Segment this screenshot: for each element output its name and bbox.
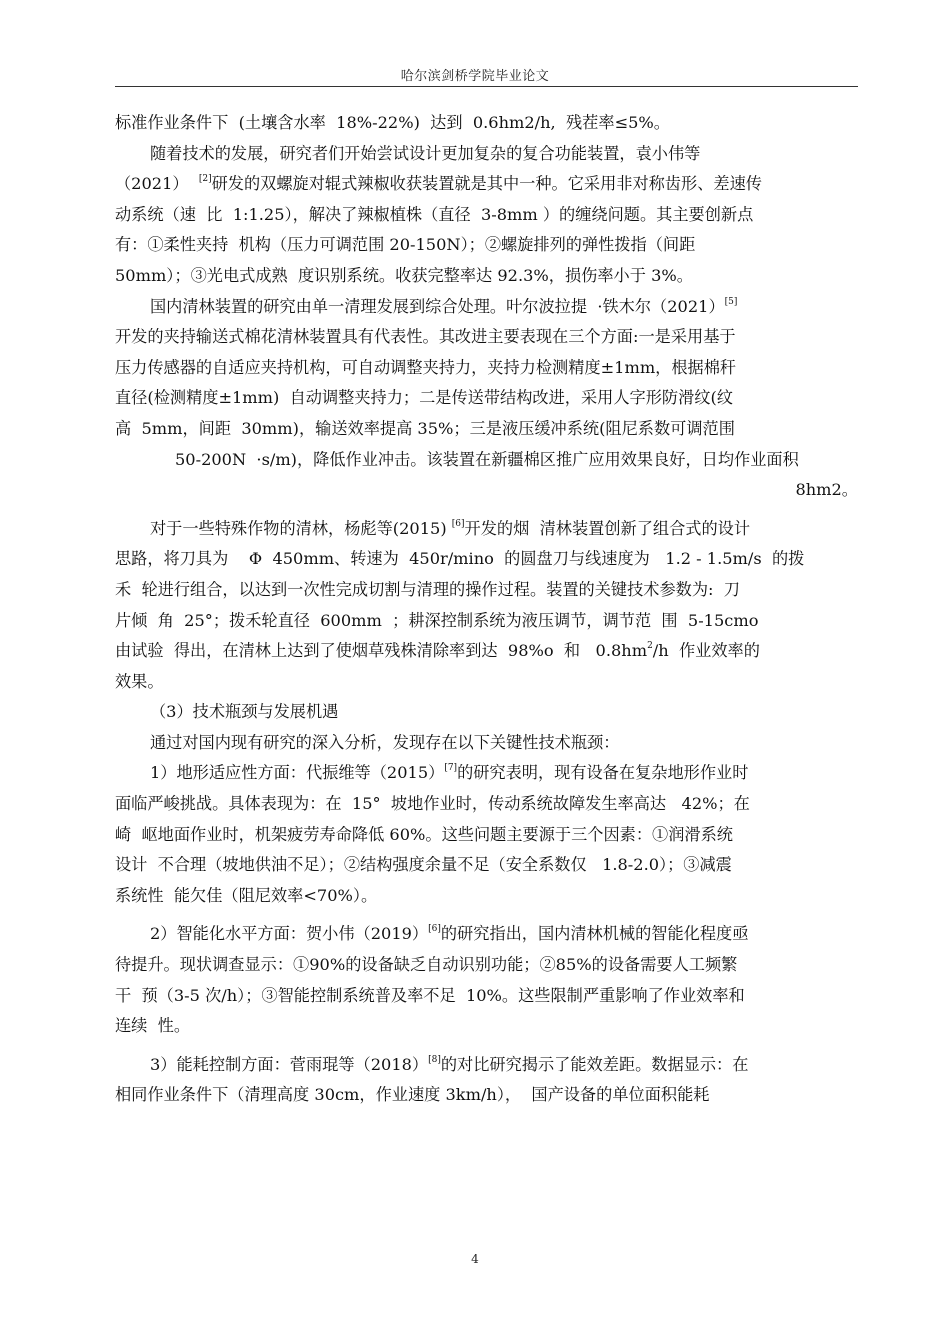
text-line: 面临严峻挑战。具体表现为：在 15° 坡地作业时，传动系统故障发生率高达 42%；在 (115, 794, 750, 814)
text-line: 50mm）；③光电式成熟 度识别系统。收获完整率达 92.3%，损伤率小于 3%。 (115, 265, 693, 285)
text-line: 效果。 (115, 671, 164, 691)
text-line: 压力传感器的自适应夹持机构，可自动调整夹持力，夹持力检测精度±1mm，根据棉秆 (115, 357, 737, 377)
text-line: 思路，将刀具为 Φ 450mm、转速为 450r/mino 的圆盘刀与线速度为 1.2 - 1.5m/s 的拨 (115, 549, 805, 569)
text-line: 干 预（3-5 次/h）；③智能控制系统普及率不足 10%。这些限制严重影响了作业效率和 (115, 985, 745, 1005)
page-header-title: 哈尔滨剑桥学院毕业论文 (400, 69, 550, 84)
citation-ref: [5] (724, 296, 738, 307)
text-line: 对于一些特殊作物的清林，杨彪等(2015) [6]开发的烟 清林装置创新了组合式的设计 (150, 518, 751, 538)
citation-ref: [6] (451, 518, 465, 529)
text-line: 直径(检测精度±1mm) 自动调整夹持力；二是传送带结构改进，采用人字形防滑纹(纹 (115, 388, 733, 408)
text-line: 通过对国内现有研究的深入分析，发现存在以下关键性技术瓶颈： (150, 732, 620, 752)
text-line: 片倾 角 25°；拨禾轮直径 600mm ；耕深控制系统为液压调节，调节范 围 5-15cmo (115, 610, 759, 630)
text-line: 8hm2。 (795, 480, 858, 500)
text-line: 系统性 能欠佳（阻尼效率<70%）。 (115, 885, 378, 905)
text-line: 50-200N ·s/m)，降低作业冲击。该装置在新疆棉区推广应用效果良好，日均作业面积 (175, 449, 799, 469)
text-line: 有：①柔性夹持 机构（压力可调范围 20-150N）；②螺旋排列的弹性拨指（间距 (115, 235, 696, 255)
text-line: 国内清林装置的研究由单一清理发展到综合处理。叶尔波拉提 ·铁木尔（2021）[5] (150, 296, 738, 316)
document-body (115, 108, 858, 1111)
text-line: 高 5mm，间距 30mm)，输送效率提高 35%；三是液压缓冲系统(阻尼系数可调范围 (115, 418, 735, 438)
text-line: 标准作业条件下 (土壤含水率 18%-22%) 达到 0.6hm2/h, 残茬率≤5%。 (115, 113, 670, 132)
citation-ref: [2] (198, 174, 212, 185)
citation-ref: [8] (428, 1054, 441, 1065)
text-line: 3）能耗控制方面：菅雨琨等（2018）[8]的对比研究揭示了能效差距。数据显示：在 (150, 1054, 749, 1074)
citation-ref: [7] (444, 763, 458, 774)
text-line: 设计 不合理（坡地供油不足）；②结构强度余量不足（安全系数仅 1.8-2.0）；③减震 (115, 855, 732, 875)
text-line: 禾 轮进行组合，以达到一次性完成切割与清理的操作过程。装置的关键技术参数为: 刀 (115, 579, 740, 599)
page-number: 4 (471, 1252, 479, 1266)
text-line: 由试验 得出，在清林上达到了使烟草残株清除率到达 98%o 和 $0.8hm^2/h$ 作业效率的 (115, 641, 760, 661)
text-line: 开发的夹持输送式棉花清林装置具有代表性。其改进主要表现在三个方面:一是采用基于 (115, 327, 736, 347)
text-line: 待提升。现状调查显示：①90%的设备缺乏自动识别功能；②85%的设备需要人工频繁 (115, 955, 738, 975)
text-line: 2）智能化水平方面：贺小伟（2019）[6]的研究指出，国内清林机械的智能化程度亟 (150, 924, 749, 944)
text-line: 随着技术的发展，研究者们开始尝试设计更加复杂的复合功能装置，袁小伟等 (150, 143, 701, 163)
section-heading: （3）技术瓶颈与发展机遇 (150, 702, 339, 722)
header-divider (115, 86, 858, 87)
text-line: （2021） [2]研发的双螺旋对辊式辣椒收获装置就是其中一种。它采用非对称齿形、差速传 (115, 174, 762, 194)
text-line: 1）地形适应性方面：代振维等（2015）[7]的研究表明，现有设备在复杂地形作业时 (150, 763, 749, 783)
citation-ref: [6] (428, 924, 441, 935)
text-line: 崎 岖地面作业时，机架疲劳寿命降低 60%。这些问题主要源于三个因素：①润滑系统 (115, 824, 733, 844)
text-line: 连续 性。 (115, 1016, 191, 1036)
superscript: 2 (647, 641, 653, 652)
text-line: 相同作业条件下（清理高度 30cm，作业速度 3km/h）， 国产设备的单位面积能耗 (115, 1085, 710, 1105)
text-line: 动系统（速 比 1:1.25），解决了辣椒植株（直径 3-8mm ）的缠绕问题。其主要创新点 (115, 204, 754, 224)
